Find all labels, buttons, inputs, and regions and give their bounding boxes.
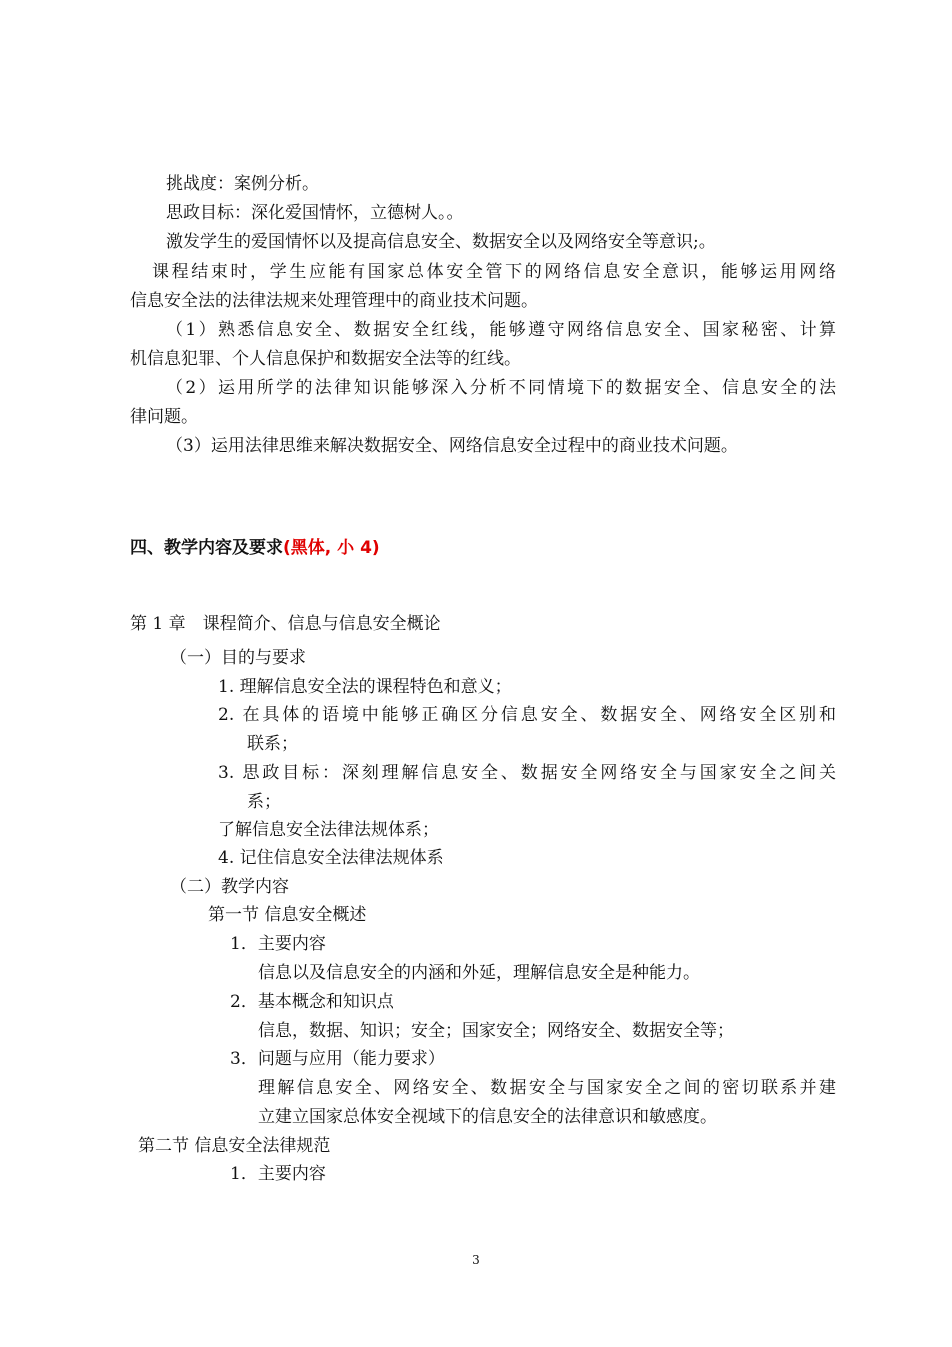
challenge-line: 挑战度：案例分析。: [166, 174, 319, 194]
page-number: 3: [472, 1253, 480, 1267]
section-4-title: 四、教学内容及要求: [130, 538, 283, 558]
section-1-application-label: 3．问题与应用（能力要求）: [230, 1049, 445, 1069]
objective-item-3: （3）运用法律思维来解决数据安全、网络信息安全过程中的商业技术问题。: [166, 436, 738, 456]
aims-heading: （一）目的与要求: [170, 648, 306, 668]
section-1-application-text-line-1: 理解信息安全、网络安全、数据安全与国家安全之间的密切联系并建: [258, 1078, 836, 1098]
outcome-line-2: 信息安全法的法律法规来处理管理中的商业技术问题。: [130, 291, 538, 311]
section-1-concepts-text: 信息，数据、知识；安全；国家安全；网络安全、数据安全等；: [258, 1021, 734, 1041]
aim-3-line-2: 系；: [247, 792, 281, 812]
objective-item-1-line-2: 机信息犯罪、个人信息保护和数据安全法等的红线。: [130, 349, 521, 369]
inspire-line: 激发学生的爱国情怀以及提高信息安全、数据安全以及网络安全等意识;。: [166, 232, 716, 252]
section-1-title: 第一节 信息安全概述: [208, 905, 367, 925]
section-1-main-content-label: 1．主要内容: [230, 934, 326, 954]
objective-item-1-line-1: （1）熟悉信息安全、数据安全红线，能够遵守网络信息安全、国家秘密、计算: [166, 320, 836, 340]
chapter-1-title: 第 1 章 课程简介、信息与信息安全概论: [130, 614, 441, 634]
section-2-main-content-label: 1．主要内容: [230, 1164, 326, 1184]
outcome-line-1: 课程结束时，学生应能有国家总体安全管下的网络信息安全意识，能够运用网络: [152, 262, 836, 282]
objective-item-2-line-1: （2）运用所学的法律知识能够深入分析不同情境下的数据安全、信息安全的法: [166, 378, 836, 398]
section-4-heading: [130, 536, 380, 560]
aim-1: 1. 理解信息安全法的课程特色和意义；: [218, 677, 512, 697]
objective-item-2-line-2: 律问题。: [130, 407, 198, 427]
content-heading: （二）教学内容: [170, 877, 289, 897]
aim-2-line-1: 2. 在具体的语境中能够正确区分信息安全、数据安全、网络安全区别和: [218, 705, 836, 725]
section-1-concepts-label: 2．基本概念和知识点: [230, 992, 394, 1012]
section-2-title: 第二节 信息安全法律规范: [138, 1136, 331, 1156]
aim-3-line-1: 3. 思政目标：深刻理解信息安全、数据安全网络安全与国家安全之间关: [218, 763, 836, 783]
section-1-main-content-text: 信息以及信息安全的内涵和外延，理解信息安全是种能力。: [258, 963, 700, 983]
section-1-application-text-line-2: 立建立国家总体安全视域下的信息安全的法律意识和敏感度。: [258, 1107, 717, 1127]
aim-extra: 了解信息安全法律法规体系；: [218, 820, 439, 840]
aim-2-line-2: 联系；: [247, 734, 298, 754]
section-4-format-note: (黑体, 小 4): [283, 538, 380, 558]
aim-4: 4. 记住信息安全法律法规体系: [218, 848, 444, 868]
ideology-goal-line: 思政目标：深化爱国情怀，立德树人。。: [166, 203, 464, 223]
